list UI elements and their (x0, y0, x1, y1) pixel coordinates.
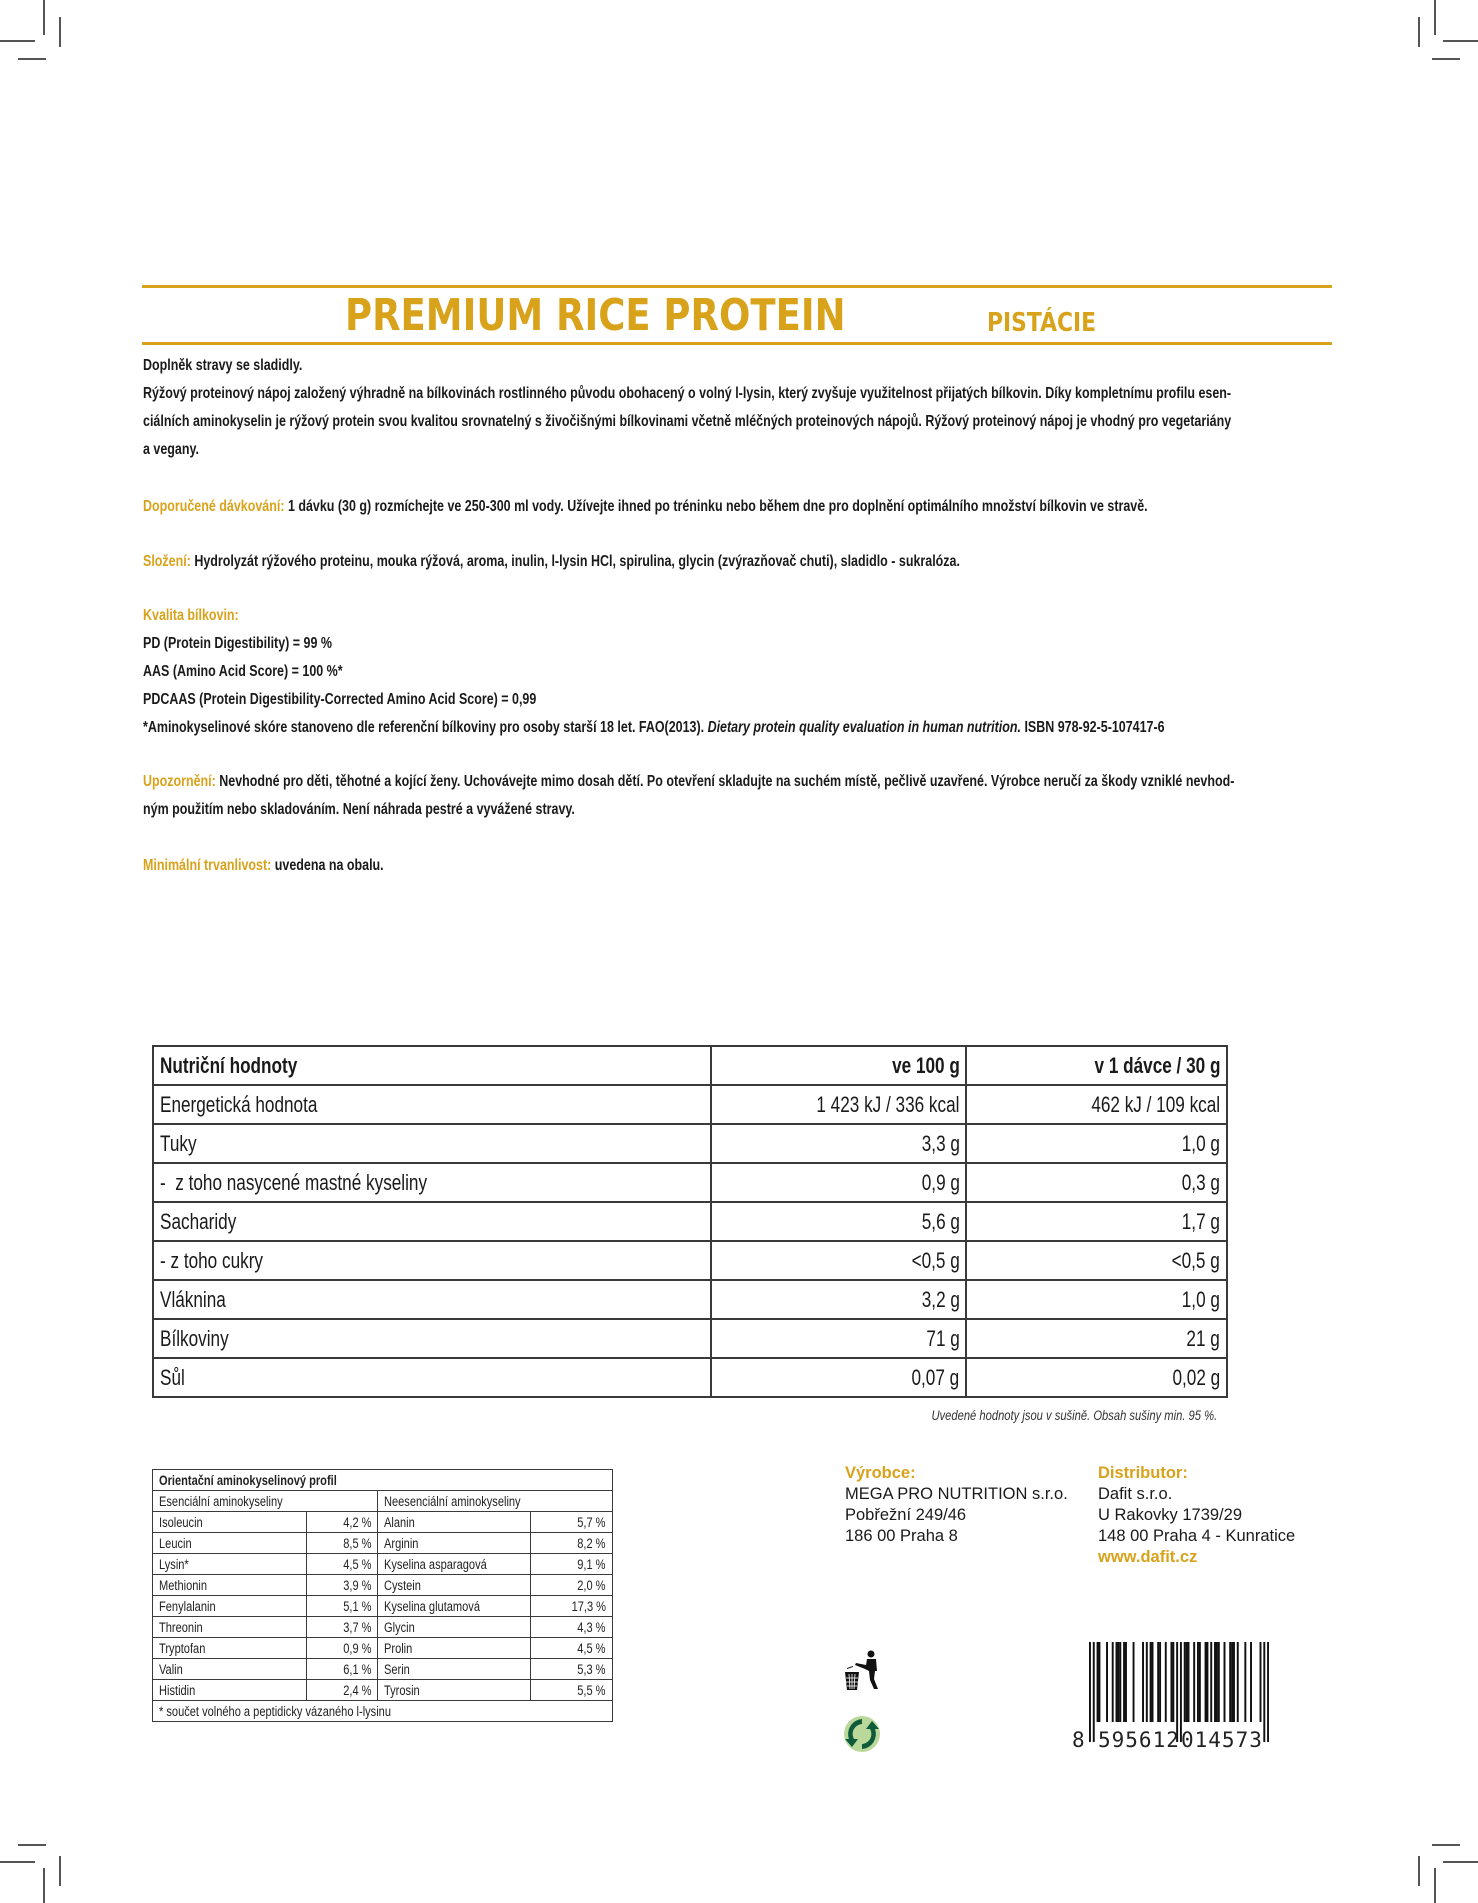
barcode-bar (1237, 1642, 1239, 1722)
barcode-bar (1229, 1642, 1231, 1722)
barcode-bar (1125, 1642, 1127, 1722)
barcode-bar (1098, 1642, 1100, 1722)
amino-title-row (153, 1470, 613, 1491)
barcode-bar (1250, 1642, 1252, 1722)
amino-name: Glycin (378, 1617, 531, 1638)
nutrient-name: Bílkoviny (153, 1319, 711, 1358)
dosage-text: 1 dávku (30 g) rozmíchejte ve 250-300 ml vody. Užívejte ihned po tréninku nebo během dne pro doplnění optimálního množství bílkovin ve stravě. (284, 498, 1148, 515)
nutrition-row (153, 1280, 1227, 1319)
amino-row (153, 1638, 613, 1659)
nutrient-name: - z toho nasycené mastné kyseliny (153, 1163, 711, 1202)
nutrient-per-serving: 1,0 g (966, 1280, 1227, 1319)
amino-value: 4,5 % (531, 1638, 613, 1659)
crop-mark (18, 58, 46, 60)
amino-name: Methionin (153, 1575, 307, 1596)
crop-mark (1434, 1868, 1436, 1903)
nutrient-per-100g: 0,9 g (711, 1163, 967, 1202)
amino-value: 5,7 % (531, 1512, 613, 1533)
nutrition-row (153, 1124, 1227, 1163)
barcode-bar (1123, 1642, 1125, 1722)
nutrient-name: Sacharidy (153, 1202, 711, 1241)
nutrient-per-100g: 71 g (711, 1319, 967, 1358)
barcode-bar (1244, 1642, 1246, 1722)
barcode-bar (1184, 1642, 1186, 1722)
amino-name: Threonin (153, 1617, 307, 1638)
nutrient-per-serving: 21 g (966, 1319, 1227, 1358)
intro-text (143, 352, 1478, 464)
barcode-bar (1260, 1642, 1262, 1722)
green-dot-recycling-icon (843, 1715, 881, 1753)
barcode-bar (1133, 1642, 1135, 1722)
amino-row (153, 1554, 613, 1575)
amino-value: 3,9 % (306, 1575, 378, 1596)
distributor-city: 148 00 Praha 4 - Kunratice (1098, 1527, 1296, 1545)
amino-value: 3,7 % (306, 1617, 378, 1638)
composition-section (143, 548, 1190, 576)
barcode-bar (1097, 1642, 1099, 1722)
warning-section (143, 768, 1478, 824)
nutrition-row (153, 1202, 1227, 1241)
amino-name: Cystein (378, 1575, 531, 1596)
dosage-label: Doporučené dávkování: (143, 498, 285, 515)
barcode-bar (1205, 1642, 1207, 1722)
nutrient-per-serving: 0,3 g (966, 1163, 1227, 1202)
nutrient-per-100g: 1 423 kJ / 336 kcal (711, 1085, 967, 1124)
nutrition-header-cell: Nutriční hodnoty (153, 1046, 711, 1085)
quality-aas: AAS (Amino Acid Score) = 100 %* (143, 663, 343, 680)
crop-mark (1432, 1844, 1460, 1846)
amino-value: 6,1 % (306, 1659, 378, 1680)
barcode-bar (1210, 1642, 1212, 1722)
barcode-bar (1233, 1642, 1235, 1722)
nutrient-per-serving: 462 kJ / 109 kcal (966, 1085, 1227, 1124)
intro-line: ciálních aminokyselin je rýžový protein svou kvalitou srovnatelný s živočišnými bílkovinami včetně mléčných proteinových nápojů. Rýžový proteinový nápoj je vhodný pro vegetariány (143, 413, 1232, 430)
nutrition-header-cell: ve 100 g (711, 1046, 967, 1085)
nutrient-per-100g: 0,07 g (711, 1358, 967, 1397)
amino-value: 4,3 % (531, 1617, 613, 1638)
crop-mark (1418, 1856, 1420, 1886)
barcode-bar (1231, 1642, 1233, 1722)
warning-text-cont: ným použitím nebo skladováním. Není náhrada pestré a vyvážené stravy. (143, 801, 575, 818)
crop-mark (1418, 17, 1420, 47)
amino-value: 0,9 % (306, 1638, 378, 1659)
amino-name: Prolin (378, 1638, 531, 1659)
crop-mark (43, 1868, 45, 1903)
intro-line: a vegany. (143, 441, 199, 458)
intro-line: Doplněk stravy se sladidly. (143, 357, 303, 374)
amino-value: 4,2 % (306, 1512, 378, 1533)
crop-mark (43, 0, 45, 35)
nutrient-per-100g: 5,6 g (711, 1202, 967, 1241)
nutrient-per-100g: 3,2 g (711, 1280, 967, 1319)
nutrition-table (152, 1045, 1228, 1398)
ean-barcode (1089, 1642, 1269, 1742)
crop-mark (18, 1844, 46, 1846)
nutrient-per-100g: <0,5 g (711, 1241, 967, 1280)
shelf-life-section (143, 852, 452, 880)
nutrient-name: - z toho cukry (153, 1241, 711, 1280)
manufacturer-city: 186 00 Praha 8 (845, 1527, 958, 1545)
distributor-name: Dafit s.r.o. (1098, 1485, 1173, 1503)
amino-name: Fenylalanin (153, 1596, 307, 1617)
crop-mark (1434, 0, 1436, 35)
manufacturer-label: Výrobce: (845, 1464, 916, 1482)
amino-value: 17,3 % (531, 1596, 613, 1617)
quality-footnote-source: Dietary protein quality evaluation in human nutrition. (707, 719, 1021, 736)
barcode-bar (1224, 1642, 1226, 1722)
crop-mark (0, 1861, 35, 1863)
nutrient-name: Energetická hodnota (153, 1085, 711, 1124)
title-rule-top (142, 285, 1332, 288)
nutrition-header-row (153, 1046, 1227, 1085)
barcode-bar (1165, 1642, 1167, 1722)
warning-label: Upozornění: (143, 773, 216, 790)
amino-name: Lysin* (153, 1554, 307, 1575)
composition-label: Složení: (143, 553, 191, 570)
amino-name: Serin (378, 1659, 531, 1680)
barcode-bar (1199, 1642, 1201, 1722)
amino-value: 5,1 % (306, 1596, 378, 1617)
product-name: PREMIUM RICE PROTEIN (345, 290, 846, 341)
distributor-block (1098, 1463, 1295, 1568)
tidyman-icon (843, 1649, 881, 1691)
nutrient-name: Tuky (153, 1124, 711, 1163)
dosage-section (143, 493, 1431, 521)
manufacturer-street: Pobřežní 249/46 (845, 1506, 967, 1524)
barcode-bar (1197, 1642, 1199, 1722)
amino-name: Isoleucin (153, 1512, 307, 1533)
product-flavor: PISTÁCIE (987, 308, 1097, 338)
crop-mark (1443, 40, 1478, 42)
amino-name: Tryptofan (153, 1638, 307, 1659)
barcode-guard-bar (1180, 1642, 1182, 1742)
amino-name: Histidin (153, 1680, 307, 1701)
amino-value: 2,4 % (306, 1680, 378, 1701)
barcode-right-digits: 014573 (1181, 1728, 1263, 1752)
nutrient-per-serving: 1,7 g (966, 1202, 1227, 1241)
amino-name: Leucin (153, 1533, 307, 1554)
barcode-bar (1106, 1642, 1108, 1722)
amino-acid-table (152, 1469, 613, 1722)
barcode-bar (1157, 1642, 1159, 1722)
nutrition-note: Uvedené hodnoty jsou v sušině. Obsah sušiny min. 95 %. (931, 1407, 1217, 1423)
nutrient-per-serving: <0,5 g (966, 1241, 1227, 1280)
barcode-bar (1116, 1642, 1118, 1722)
nutrition-row (153, 1358, 1227, 1397)
barcode-bar (1214, 1642, 1216, 1722)
amino-nonessential-header: Neesenciální aminokyseliny (378, 1491, 613, 1512)
nutrient-name: Vláknina (153, 1280, 711, 1319)
nutrient-per-serving: 1,0 g (966, 1124, 1227, 1163)
manufacturer-block (845, 1463, 1068, 1547)
amino-value: 5,5 % (531, 1680, 613, 1701)
product-title (345, 290, 1097, 341)
amino-footnote-row (153, 1701, 613, 1722)
quality-section (143, 602, 1453, 742)
barcode-first-digit: 8 (1072, 1728, 1086, 1752)
shelf-life-label: Minimální trvanlivost: (143, 857, 272, 874)
nutrient-per-serving: 0,02 g (966, 1358, 1227, 1397)
amino-value: 5,3 % (531, 1659, 613, 1680)
quality-label: Kvalita bílkovin: (143, 607, 239, 624)
nutrition-header-cell: v 1 dávce / 30 g (966, 1046, 1227, 1085)
amino-header-row (153, 1491, 613, 1512)
barcode-bar (1159, 1642, 1161, 1722)
barcode-bar (1117, 1642, 1119, 1722)
barcode-bar (1218, 1642, 1220, 1722)
quality-footnote-isbn: ISBN 978-92-5-107417-6 (1020, 719, 1165, 736)
amino-value: 8,2 % (531, 1533, 613, 1554)
distributor-website-link[interactable]: www.dafit.cz (1098, 1548, 1198, 1566)
crop-mark (59, 17, 61, 47)
barcode-bar (1112, 1642, 1114, 1722)
barcode-bar (1206, 1642, 1208, 1722)
barcode-guard-bar (1093, 1642, 1095, 1742)
amino-row (153, 1512, 613, 1533)
composition-text: Hydrolyzát rýžového proteinu, mouka rýžová, aroma, inulin, l-lysin HCl, spirulina, glycin (zvýrazňovač chuti), sladidlo - sukralóza. (190, 553, 960, 570)
amino-name: Valin (153, 1659, 307, 1680)
shelf-life-text: uvedena na obalu. (271, 857, 384, 874)
amino-row (153, 1596, 613, 1617)
amino-row (153, 1659, 613, 1680)
quality-pd: PD (Protein Digestibility) = 99 % (143, 635, 332, 652)
crop-mark (59, 1856, 61, 1886)
amino-row (153, 1617, 613, 1638)
amino-name: Kyselina glutamová (378, 1596, 531, 1617)
amino-footnote: * součet volného a peptidicky vázaného l-lysinu (153, 1701, 613, 1722)
barcode-bar (1146, 1642, 1148, 1722)
amino-title: Orientační aminokyselinový profil (153, 1470, 613, 1491)
barcode-bar (1188, 1642, 1190, 1722)
crop-mark (0, 40, 35, 42)
barcode-guard-bar (1263, 1642, 1265, 1742)
amino-value: 4,5 % (306, 1554, 378, 1575)
barcode-guard-bar (1176, 1642, 1178, 1742)
amino-essential-header: Esenciální aminokyseliny (153, 1491, 378, 1512)
distributor-street: U Rakovky 1739/29 (1098, 1506, 1242, 1524)
barcode-bar (1172, 1642, 1174, 1722)
quality-footnote: *Aminokyselinové skóre stanoveno dle referenční bílkoviny pro osoby starší 18 let. FAO(2013). (143, 719, 708, 736)
nutrient-name: Sůl (153, 1358, 711, 1397)
quality-pdcaas: PDCAAS (Protein Digestibility-Corrected Amino Acid Score) = 0,99 (143, 691, 537, 708)
amino-name: Alanin (378, 1512, 531, 1533)
amino-row (153, 1533, 613, 1554)
barcode-guard-bar (1089, 1642, 1091, 1742)
barcode-bar (1119, 1642, 1121, 1722)
barcode-bar (1152, 1642, 1154, 1722)
nutrition-row (153, 1163, 1227, 1202)
barcode-left-digits: 595612 (1098, 1728, 1180, 1752)
nutrition-row (153, 1085, 1227, 1124)
amino-name: Kyselina asparagová (378, 1554, 531, 1575)
intro-line: Rýžový proteinový nápoj založený výhradně na bílkovinách rostlinného původu obohacený o volný l-lysin, který zvyšuje využitelnost přijatých bílkovin. Díky kompletnímu profilu esen- (143, 385, 1232, 402)
amino-value: 8,5 % (306, 1533, 378, 1554)
nutrition-row (153, 1241, 1227, 1280)
crop-mark (1432, 58, 1460, 60)
amino-name: Arginin (378, 1533, 531, 1554)
barcode-bar (1216, 1642, 1218, 1722)
crop-mark (1443, 1861, 1478, 1863)
manufacturer-name: MEGA PRO NUTRITION s.r.o. (845, 1485, 1068, 1503)
amino-row (153, 1575, 613, 1596)
amino-value: 9,1 % (531, 1554, 613, 1575)
amino-value: 2,0 % (531, 1575, 613, 1596)
warning-text: Nevhodné pro děti, těhotné a kojící ženy. Uchovávejte mimo dosah dětí. Po otevření skladujte na suchém místě, pečlivě uzavřené. Výrobce neručí za škody vzniklé nevhod- (215, 773, 1235, 790)
barcode-bar (1170, 1642, 1172, 1722)
title-rule-bottom (142, 342, 1332, 345)
barcode-guard-bar (1267, 1642, 1269, 1742)
nutrition-row (153, 1319, 1227, 1358)
barcode-bar (1150, 1642, 1152, 1722)
distributor-label: Distributor: (1098, 1464, 1188, 1482)
amino-row (153, 1680, 613, 1701)
barcode-bar (1186, 1642, 1188, 1722)
nutrient-per-100g: 3,3 g (711, 1124, 967, 1163)
barcode-bar (1142, 1642, 1144, 1722)
barcode-bar (1193, 1642, 1195, 1722)
amino-name: Tyrosin (378, 1680, 531, 1701)
